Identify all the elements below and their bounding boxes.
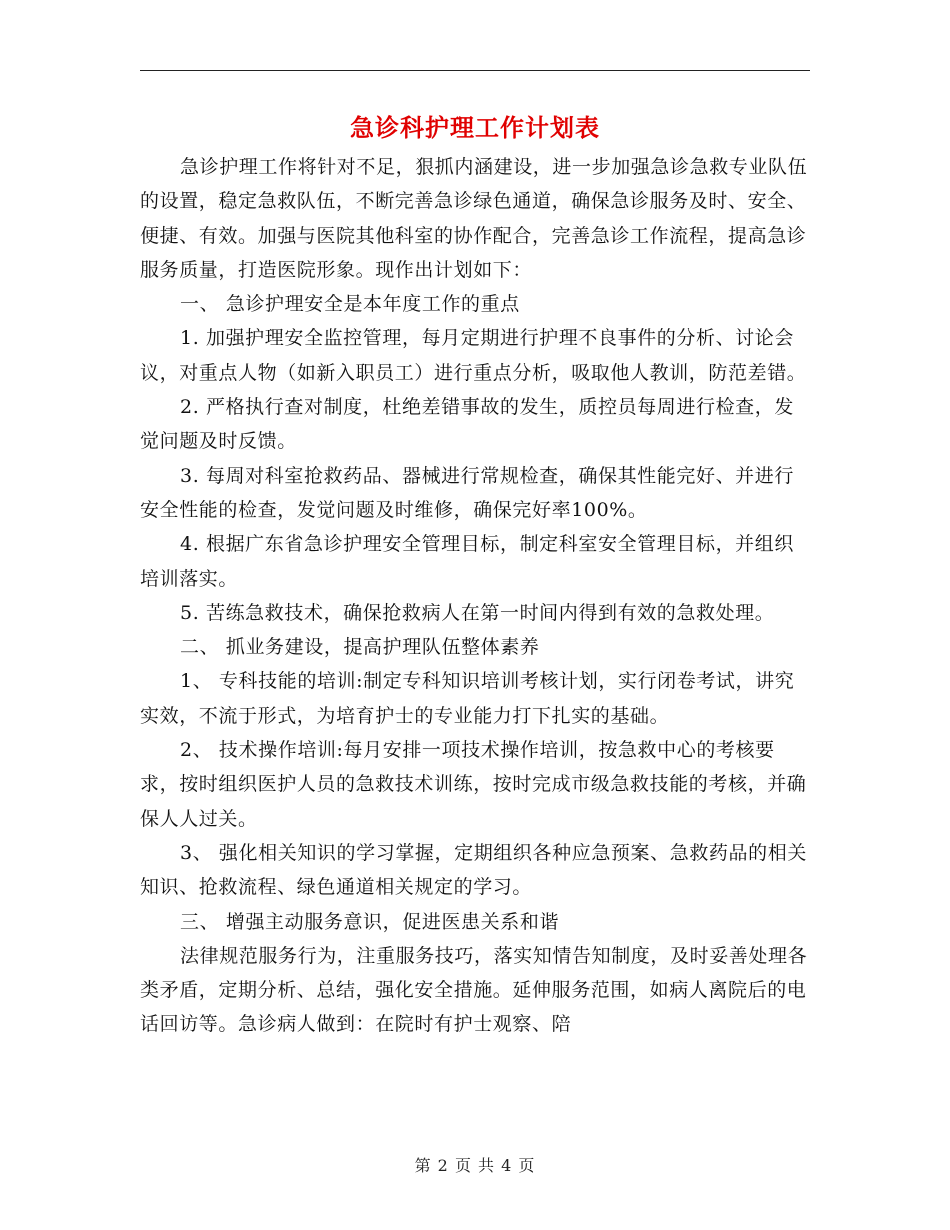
list-item: 2. 严格执行查对制度，杜绝差错事故的发生，质控员每周进行检查，发觉问题及时反馈。 (140, 396, 794, 453)
list-item: 2、 技术操作培训:每月安排一项技术操作培训，按急救中心的考核要求，按时组织医护人员的急救技术训练，按时完成市级急救技能的考核，并确保人人过关。 (140, 739, 807, 830)
section-heading-3: 三、 增强主动服务意识，促进医患关系和谐 (180, 910, 560, 933)
body-paragraph: 法律规范服务行为，注重服务技巧，落实知情告知制度，及时妥善处理各类矛盾，定期分析、总结，强化安全措施。延伸服务范围，如病人离院后的电话回访等。急诊病人做到：在院时有护士观察、陪 (140, 944, 808, 1036)
list-item: 1、 专科技能的培训:制定专科知识培训考核计划，实行闭卷考试，讲究实效，不流于形式，为培育护士的专业能力打下扎实的基础。 (140, 670, 795, 727)
page-footer: 第 2 页 共 4 页 (414, 1156, 536, 1175)
list-item: 3、 强化相关知识的学习掌握，定期组织各种应急预案、急救药品的相关知识、抢救流程、绿色通道相关规定的学习。 (140, 841, 807, 899)
list-item: 1. 加强护理安全监控管理，每月定期进行护理不良事件的分析、讨论会议，对重点人物（如新入职员工）进行重点分析，吸取他人教训，防范差错。 (140, 327, 807, 384)
section-heading-2: 二、 抓业务建设，提高护理队伍整体素养 (180, 636, 540, 659)
list-item: 3. 每周对科室抢救药品、器械进行常规检查，确保其性能完好、并进行安全性能的检查，发觉问题及时维修，确保完好率100%。 (140, 464, 794, 521)
list-item: 5. 苦练急救技术，确保抢救病人在第一时间内得到有效的急救处理。 (180, 601, 775, 624)
list-item: 4. 根据广东省急诊护理安全管理目标，制定科室安全管理目标，并组织培训落实。 (140, 533, 794, 590)
document-title: 急诊科护理工作计划表 (350, 113, 600, 142)
header-rule (140, 70, 810, 71)
section-heading-1: 一、 急诊护理安全是本年度工作的重点 (180, 293, 520, 316)
document-body (140, 150, 810, 1042)
intro-paragraph: 急诊护理工作将针对不足，狠抓内涵建设，进一步加强急诊急救专业队伍的设置，稳定急救队伍，不断完善急诊绿色通道，确保急诊服务及时、安全、便捷、有效。加强与医院其他科室的协作配合，完善急诊工作流程，提高急诊服务质量，打造医院形象。现作出计划如下： (140, 156, 808, 281)
